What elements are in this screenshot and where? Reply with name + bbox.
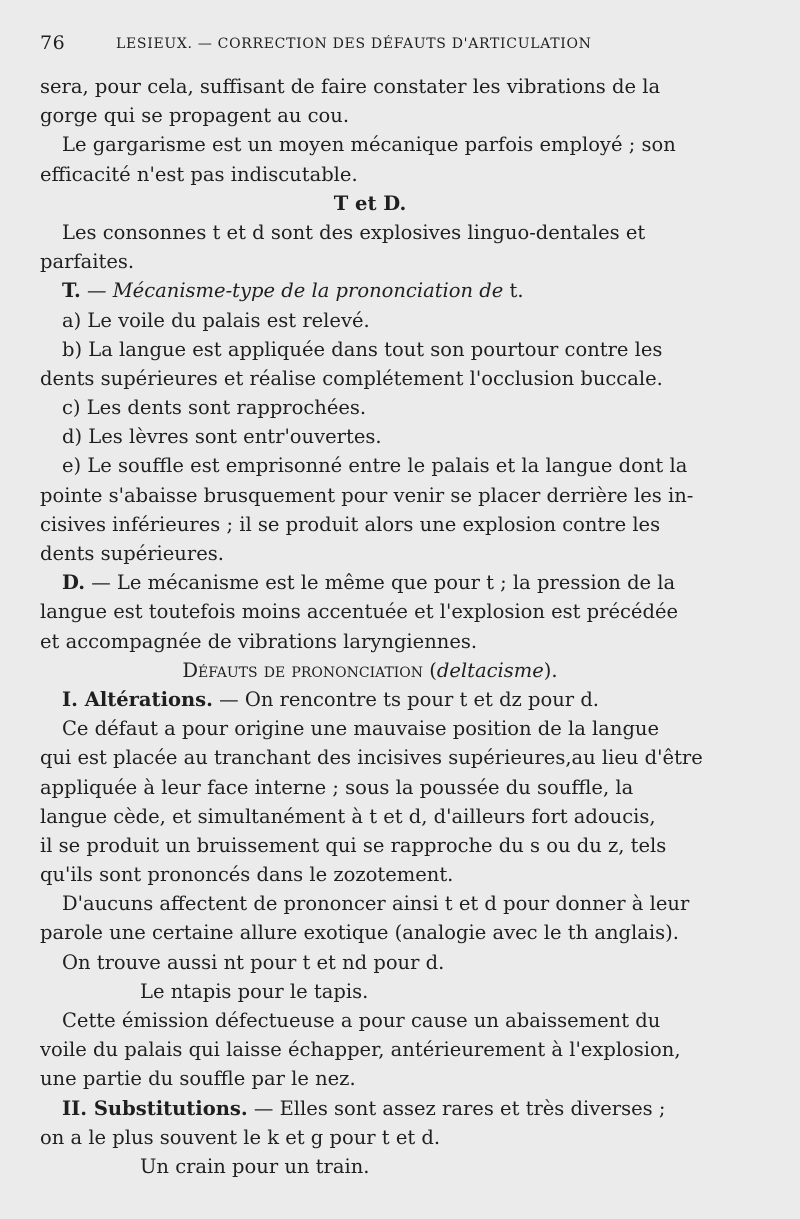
text-line: langue cède, et simultanément à t et d, d'ailleurs fort adoucis, bbox=[40, 804, 656, 828]
page-header bbox=[40, 28, 760, 58]
page-body bbox=[40, 72, 703, 1181]
list-item: b) La langue est appliquée dans tout son pourtour contre les bbox=[62, 337, 663, 361]
text-line: Ce défaut a pour origine une mauvaise position de la langue bbox=[62, 717, 660, 741]
list-item: a) Le voile du palais est relevé. bbox=[62, 308, 370, 332]
section-heading: Défauts de prononciation (deltacisme). bbox=[182, 658, 558, 682]
example-line: Un crain pour un train. bbox=[140, 1154, 370, 1178]
list-item: e) Le souffle est emprisonné entre le palais et la langue dont la bbox=[62, 454, 688, 478]
text-line: il se produit un bruissement qui se rapproche du s ou du z, tels bbox=[40, 833, 667, 857]
text-line: cisives inférieures ; il se produit alors une explosion contre les bbox=[40, 512, 661, 536]
subsection-line: T. — Mécanisme-type de la prononciation de t. bbox=[62, 279, 524, 303]
text-line: on a le plus souvent le k et g pour t et d. bbox=[40, 1125, 441, 1149]
running-head: LESIEUX. — CORRECTION DES DÉFAUTS D'ARTICULATION bbox=[116, 36, 592, 52]
text-line: Les consonnes t et d sont des explosives linguo-dentales et bbox=[62, 220, 646, 244]
text-line: parfaites. bbox=[40, 250, 135, 274]
text-line: et accompagnée de vibrations laryngiennes. bbox=[40, 629, 478, 653]
page-number: 76 bbox=[40, 32, 66, 54]
text-line: dents supérieures et réalise complétement l'occlusion buccale. bbox=[40, 366, 663, 390]
subsection-line: II. Substitutions. — Elles sont assez rares et très diverses ; bbox=[62, 1096, 666, 1120]
text-line: voile du palais qui laisse échapper, antérieurement à l'explosion, bbox=[40, 1038, 681, 1062]
text-line: pointe s'abaisse brusquement pour venir se placer derrière les in- bbox=[40, 483, 694, 507]
text-line: sera, pour cela, suffisant de faire constater les vibrations de la bbox=[40, 75, 661, 98]
text-line: parole une certaine allure exotique (analogie avec le th anglais). bbox=[40, 921, 679, 945]
text-line: une partie du souffle par le nez. bbox=[40, 1067, 356, 1091]
subsection-line: I. Altérations. — On rencontre ts pour t et dz pour d. bbox=[62, 687, 600, 711]
text-line: On trouve aussi nt pour t et nd pour d. bbox=[62, 950, 445, 974]
text-line: Le gargarisme est un moyen mécanique parfois employé ; son bbox=[62, 133, 676, 157]
text-line: langue est toutefois moins accentuée et l'explosion est précédée bbox=[40, 600, 679, 624]
text-line: gorge qui se propagent au cou. bbox=[40, 104, 350, 128]
text-line: qu'ils sont prononcés dans le zozotement. bbox=[40, 863, 454, 887]
text-line: D'aucuns affectent de prononcer ainsi t et d pour donner à leur bbox=[62, 892, 690, 916]
text-line: Cette émission défectueuse a pour cause un abaissement du bbox=[62, 1009, 661, 1032]
text-line: dents supérieures. bbox=[40, 542, 224, 565]
list-item: c) Les dents sont rapprochées. bbox=[62, 396, 367, 420]
list-item: d) Les lèvres sont entr'ouvertes. bbox=[62, 425, 382, 449]
text-line: appliquée à leur face interne ; sous la poussée du souffle, la bbox=[40, 775, 634, 799]
example-line: Le ntapis pour le tapis. bbox=[140, 979, 369, 1003]
subsection-line: D. — Le mécanisme est le même que pour t ; la pression de la bbox=[62, 571, 676, 595]
section-heading: T et D. bbox=[333, 191, 407, 215]
text-line: qui est placée au tranchant des incisives supérieures,au lieu d'être bbox=[40, 746, 703, 770]
text-line: efficacité n'est pas indiscutable. bbox=[40, 162, 358, 186]
